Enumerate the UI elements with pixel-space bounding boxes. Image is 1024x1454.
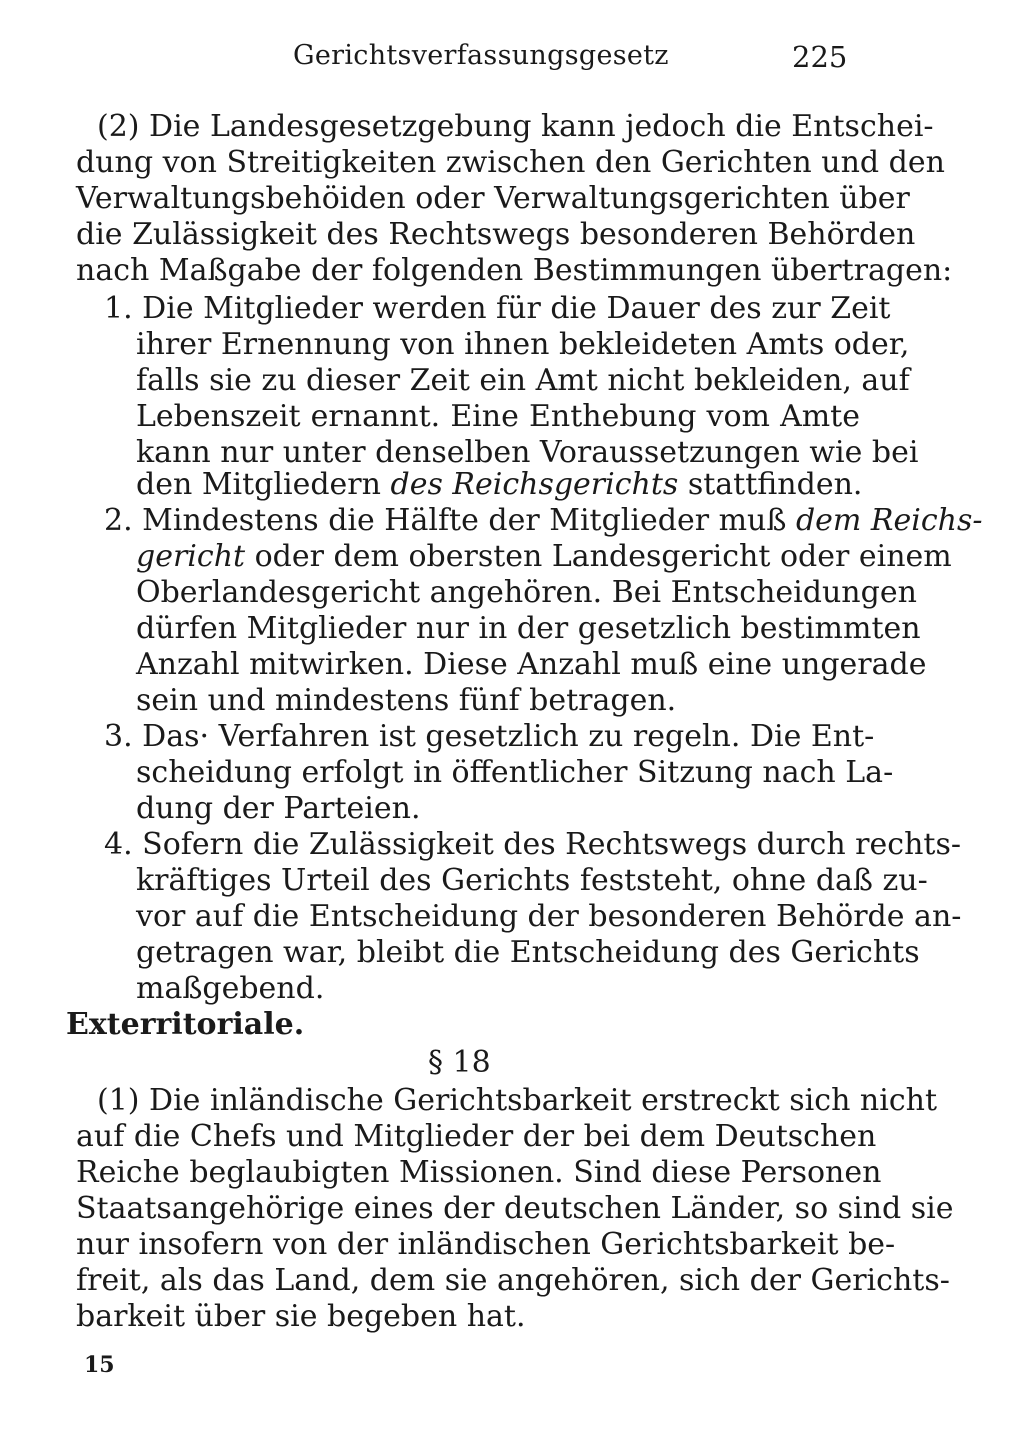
list-item-line: Anzahl mitwirken. Diese Anzahl muß eine ungerade — [136, 647, 927, 682]
list-item-line: sein und mindestens fünf betragen. — [136, 683, 677, 718]
list-text: Die Mitglieder werden für die Dauer des zur Zeit — [142, 291, 891, 326]
paragraph-line: nach Maßgabe der folgenden Bestimmungen übertragen: — [76, 253, 953, 288]
list-item-line — [136, 467, 863, 502]
list-item-line: Lebenszeit ernannt. Eine Enthebung vom Amte — [136, 399, 860, 434]
list-item-2 — [104, 503, 983, 538]
list-number: 3. — [104, 719, 133, 754]
paragraph-line: (1) Die inländische Gerichtsbarkeit erstreckt sich nicht — [97, 1083, 938, 1118]
list-item-line: kann nur unter denselben Voraussetzungen wie bei — [136, 435, 919, 470]
text-run: den Mitgliedern — [136, 467, 391, 502]
text-run: Mindestens die Hälfte der Mitglieder muß — [142, 503, 796, 538]
paragraph-line: (2) Die Landesgesetzgebung kann jedoch die Entschei- — [97, 109, 934, 144]
list-item-line — [136, 539, 952, 574]
signature-mark: 15 — [84, 1352, 115, 1378]
paragraph-line: Reiche beglaubigten Missionen. Sind diese Personen — [76, 1155, 882, 1190]
list-item-line: falls sie zu dieser Zeit ein Amt nicht bekleiden, auf — [136, 363, 910, 398]
list-item-line: Oberlandesgericht angehören. Bei Entscheidungen — [136, 575, 917, 610]
page-number: 225 — [792, 40, 848, 74]
paragraph-line: Verwaltungsbehöiden oder Verwaltungsgerichten über — [76, 181, 910, 216]
list-number: 2. — [104, 503, 133, 538]
list-item-line: getragen war, bleibt die Entscheidung des Gerichts — [136, 935, 920, 970]
list-number: 1. — [104, 291, 133, 326]
paragraph-line: Staatsangehörige eines der deutschen Länder, so sind sie — [76, 1191, 954, 1226]
list-text: Sofern die Zulässigkeit des Rechtswegs durch rechts- — [142, 827, 961, 862]
paragraph-line: barkeit über sie begeben hat. — [76, 1299, 526, 1334]
paragraph-line: die Zulässigkeit des Rechtswegs besonderen Behörden — [76, 217, 916, 252]
section-number: § 18 — [428, 1045, 491, 1080]
list-number: 4. — [104, 827, 133, 862]
list-item-1 — [104, 291, 891, 326]
italic-reference: gericht — [136, 539, 246, 574]
list-item-3 — [104, 719, 875, 754]
list-item-line: dürfen Mitglieder nur in der gesetzlich bestimmten — [136, 611, 921, 646]
list-item-line: vor auf die Entscheidung der besonderen Behörde an- — [136, 899, 962, 934]
list-item-4 — [104, 827, 961, 862]
section-heading: Exterritoriale. — [66, 1007, 305, 1042]
list-item-line: kräftiges Urteil des Gerichts feststeht, ohne daß zu- — [136, 863, 928, 898]
text-run: oder dem obersten Landesgericht oder einem — [245, 539, 952, 574]
list-item-line: ihrer Ernennung von ihnen bekleideten Amts oder, — [136, 327, 910, 362]
text-run: stattfinden. — [678, 467, 863, 502]
list-item-line: maßgebend. — [136, 971, 325, 1006]
list-item-line: scheidung erfolgt in öffentlicher Sitzung nach La- — [136, 755, 894, 790]
list-text: Das· Verfahren ist gesetzlich zu regeln. Die Ent- — [142, 719, 875, 754]
paragraph-line: nur insofern von der inländischen Gerichtsbarkeit be- — [76, 1227, 896, 1262]
list-item-line: dung der Parteien. — [136, 791, 421, 826]
italic-reference: dem Reichs- — [795, 503, 983, 538]
paragraph-line: freit, als das Land, dem sie angehören, sich der Gerichts- — [76, 1263, 950, 1298]
running-header-title: Gerichtsverfassungsgesetz — [293, 40, 669, 71]
paragraph-line: dung von Streitigkeiten zwischen den Gerichten und den — [76, 145, 945, 180]
italic-reference: des Reichsgerichts — [390, 467, 679, 502]
paragraph-line: auf die Chefs und Mitglieder der bei dem Deutschen — [76, 1119, 877, 1154]
